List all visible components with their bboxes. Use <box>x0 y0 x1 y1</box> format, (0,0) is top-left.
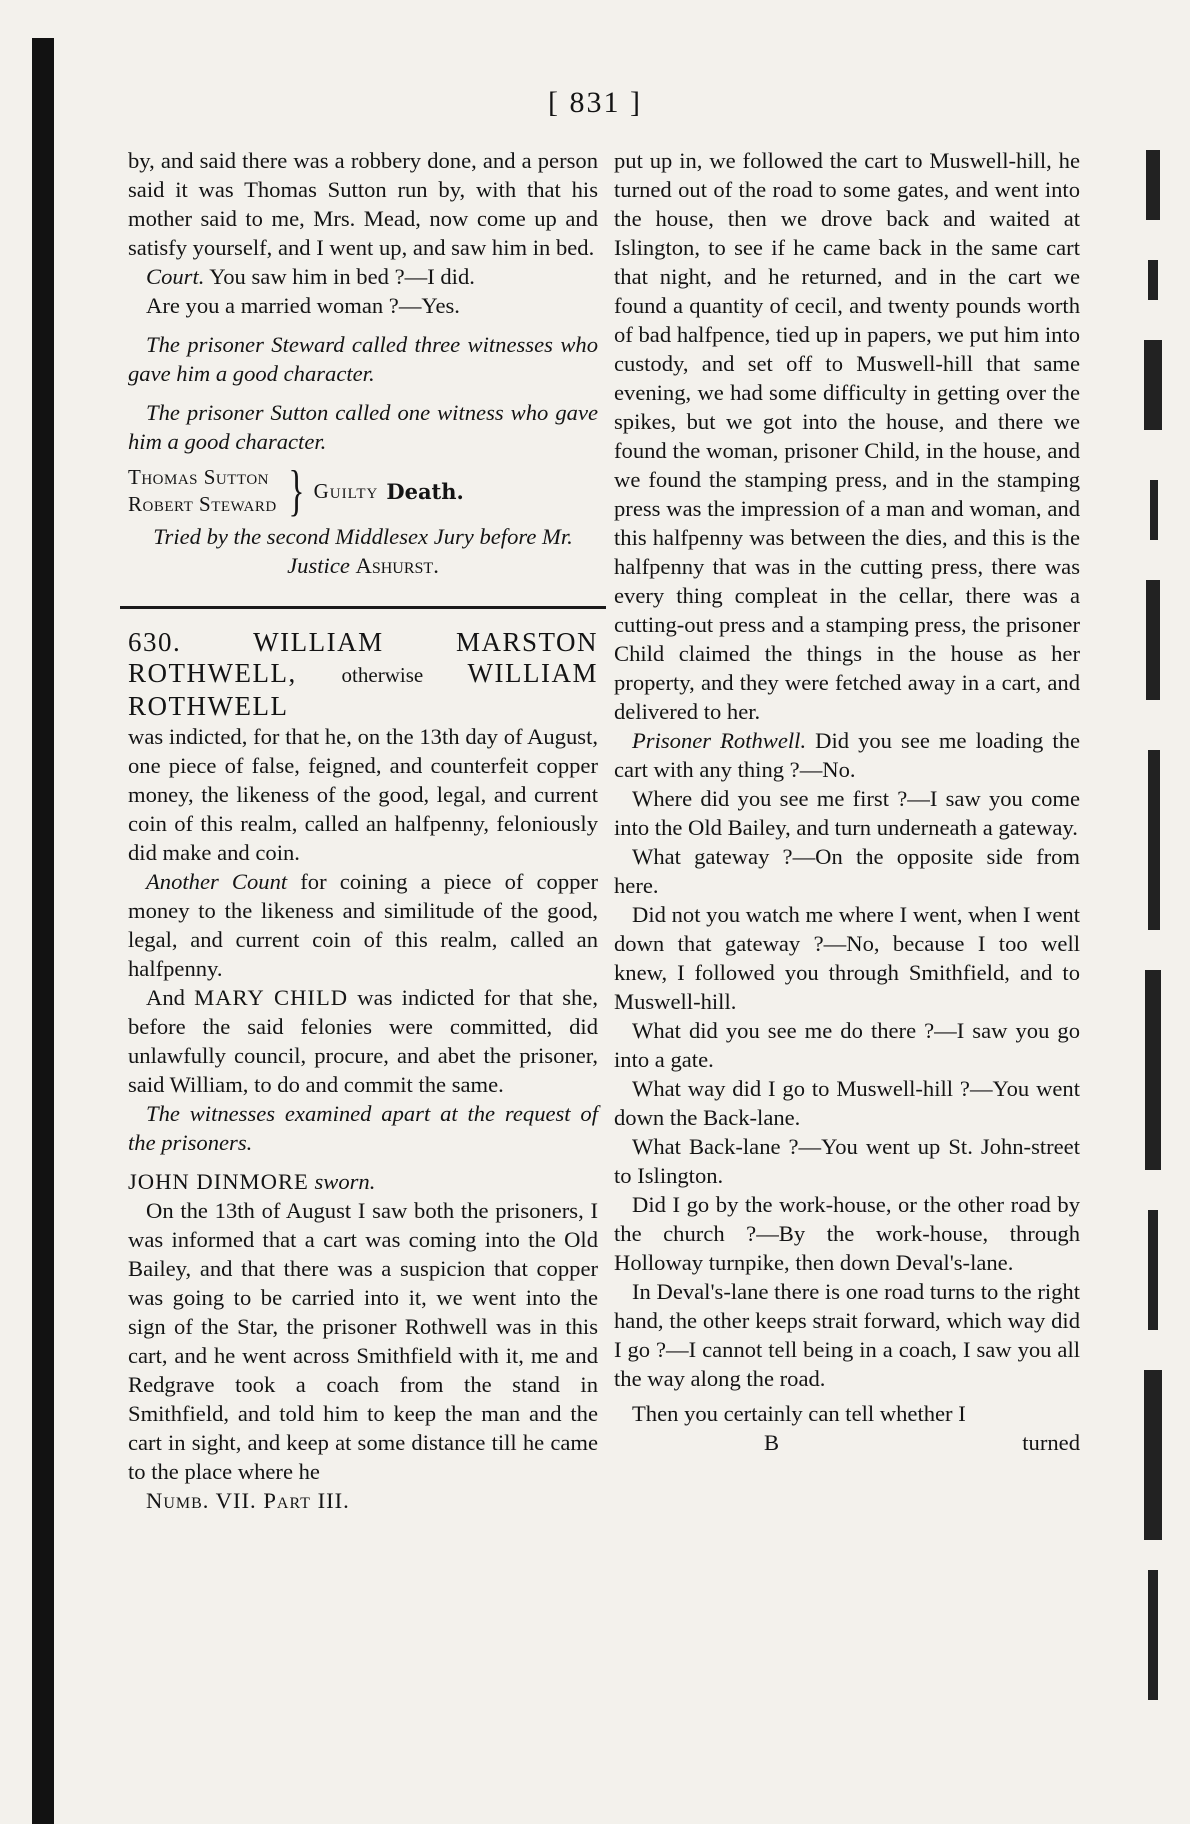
qa: Then you certainly can tell whether I <box>632 1401 966 1426</box>
qa: What way did I go to Muswell-hill ?—You went down the Back-lane. <box>614 1076 1080 1130</box>
tried-by-line: Tried by the second Middlesex Jury before Mr. <box>153 524 573 549</box>
section-rule <box>120 606 606 609</box>
left-column <box>128 146 598 1515</box>
witness-note: The prisoner Steward called three witnesses who gave him a good character. <box>128 332 598 386</box>
justice-name: Ashurst. <box>355 553 439 578</box>
page-number: [ 831 ] <box>548 86 642 119</box>
verdict-block <box>128 460 598 522</box>
qa: In Deval's-lane there is one road turns to the right hand, the other keeps strait forward, which way did I go ?—I cannot tell being in a coach, I saw you all the way along the road. <box>614 1279 1080 1391</box>
count-label: Another Count <box>146 869 288 894</box>
catchword: turned <box>1022 1430 1080 1455</box>
defendant-name: MARY CHILD <box>194 985 349 1010</box>
testimony: On the 13th of August I saw both the prisoners, I was informed that a cart was coming into the Old Bailey, and that there was a suspicion that copper was going to be carried into it, we went into the sign of the Star, the prisoner Rothwell was in this cart, and he went across Smithfield with it, me and Redgrave took a coach from the stand in Smithfield, and told him to keep the man and the cart in sight, and keep at some distance till he came to the place where he <box>128 1198 598 1484</box>
verdict-death: Death. <box>386 478 464 504</box>
defendant-names <box>128 464 277 518</box>
another-count <box>128 867 598 983</box>
alias-name: WILLIAM ROTHWELL <box>128 658 599 721</box>
speaker-label: Prisoner Rothwell. <box>632 728 807 753</box>
second-indictment <box>128 983 598 1099</box>
case-heading <box>128 627 598 722</box>
question-text: You saw him in bed ?—I did. <box>209 264 475 289</box>
defendant-name: Thomas Sutton <box>128 465 269 489</box>
intro-word: And <box>146 985 185 1010</box>
paragraph: Are you a married woman ?—Yes. <box>146 293 460 318</box>
defendant-name: Robert Steward <box>128 492 277 516</box>
scan-bleed-marks <box>1142 150 1172 1700</box>
witness-note: The witnesses examined apart at the request of the prisoners. <box>128 1101 598 1155</box>
witness-note: The prisoner Sutton called one witness who gave him a good character. <box>128 400 598 454</box>
qa: Did not you watch me where I went, when I went down that gateway ?—No, because I too well knew, I followed you through Smithfield, and to Muswell-hill. <box>614 902 1080 1014</box>
court-question <box>128 262 598 291</box>
count-text: for coining a piece of copper money to the likeness and similitude of the good, legal, and current coin of this realm, called an halfpenny. <box>128 869 598 981</box>
witness-name: JOHN DINMORE <box>128 1169 309 1194</box>
tried-by-line-2 <box>128 551 598 580</box>
footer-number: Numb. VII. Part III. <box>146 1488 350 1513</box>
speaker-label: Court. <box>146 264 205 289</box>
question-text: Did you see me loading the cart with any thing ?—No. <box>614 728 1080 782</box>
cross-examination <box>614 726 1080 784</box>
right-column <box>614 146 1080 1457</box>
indictment-text: was indicted for that she, before the said felonies were committed, did unlawfully council, procure, and abet the prisoner, said William, to do and commit the same. <box>128 985 598 1097</box>
qa: What did you see me do there ?—I saw you go into a gate. <box>614 1018 1080 1072</box>
qa: What gateway ?—On the opposite side from here. <box>614 844 1080 898</box>
witness-heading <box>128 1167 598 1196</box>
verdict-guilty: Guilty <box>313 478 379 503</box>
scan-binding-edge <box>32 38 54 1824</box>
indictment-text: was indicted, for that he, on the 13th day of August, one piece of false, feigned, and counterfeit copper money, the likeness of the good, legal, and current coin of this realm, called an halfpenny, feloniously did make and coin. <box>128 724 598 865</box>
signature-line <box>614 1428 1080 1457</box>
testimony: put up in, we followed the cart to Muswell-hill, he turned out of the road to some gates, and went into the house, then we drove back and waited at Islington, to see if he came back in the same cart that night, and he returned, and in the cart we found a quantity of cecil, and twenty pounds worth of bad halfpence, tied up in papers, we put him into custody, and set off to Muswell-hill that same evening, we had some difficulty in getting over the spikes, but we got into the house, and there we found the woman, prisoner Child, in the house, and we found the stamping press, and in the stamping press was the impression of a man and woman, and this halfpenny was between the dies, and this is the halfpenny that was in the cutting press, there was every thing compleat in the cellar, there was a cutting-out press and a stamping press, the prisoner Child claimed the things in the house as her property, and they were fetched away in a cart, and delivered to her. <box>614 148 1080 724</box>
brace: } <box>288 460 305 522</box>
qa: Did I go by the work-house, or the other road by the church ?—By the work-house, through Holloway turnpike, then down Deval's-lane. <box>614 1192 1080 1275</box>
case-number-name: 630. WILLIAM MARSTON ROTHWELL, <box>128 627 598 688</box>
sworn-label: sworn. <box>314 1169 376 1194</box>
paragraph: by, and said there was a robbery done, and a person said it was Thomas Sutton run by, with that his mother said to me, Mrs. Mead, now come up and satisfy yourself, and I went up, and saw him in bed. <box>128 148 598 260</box>
justice-title: Justice <box>287 553 350 578</box>
qa: Where did you see me first ?—I saw you come into the Old Bailey, and turn underneath a gateway. <box>614 786 1080 840</box>
qa: What Back-lane ?—You went up St. John-street to Islington. <box>614 1134 1080 1188</box>
otherwise-word: otherwise <box>341 663 424 687</box>
signature-mark: B <box>764 1430 780 1455</box>
